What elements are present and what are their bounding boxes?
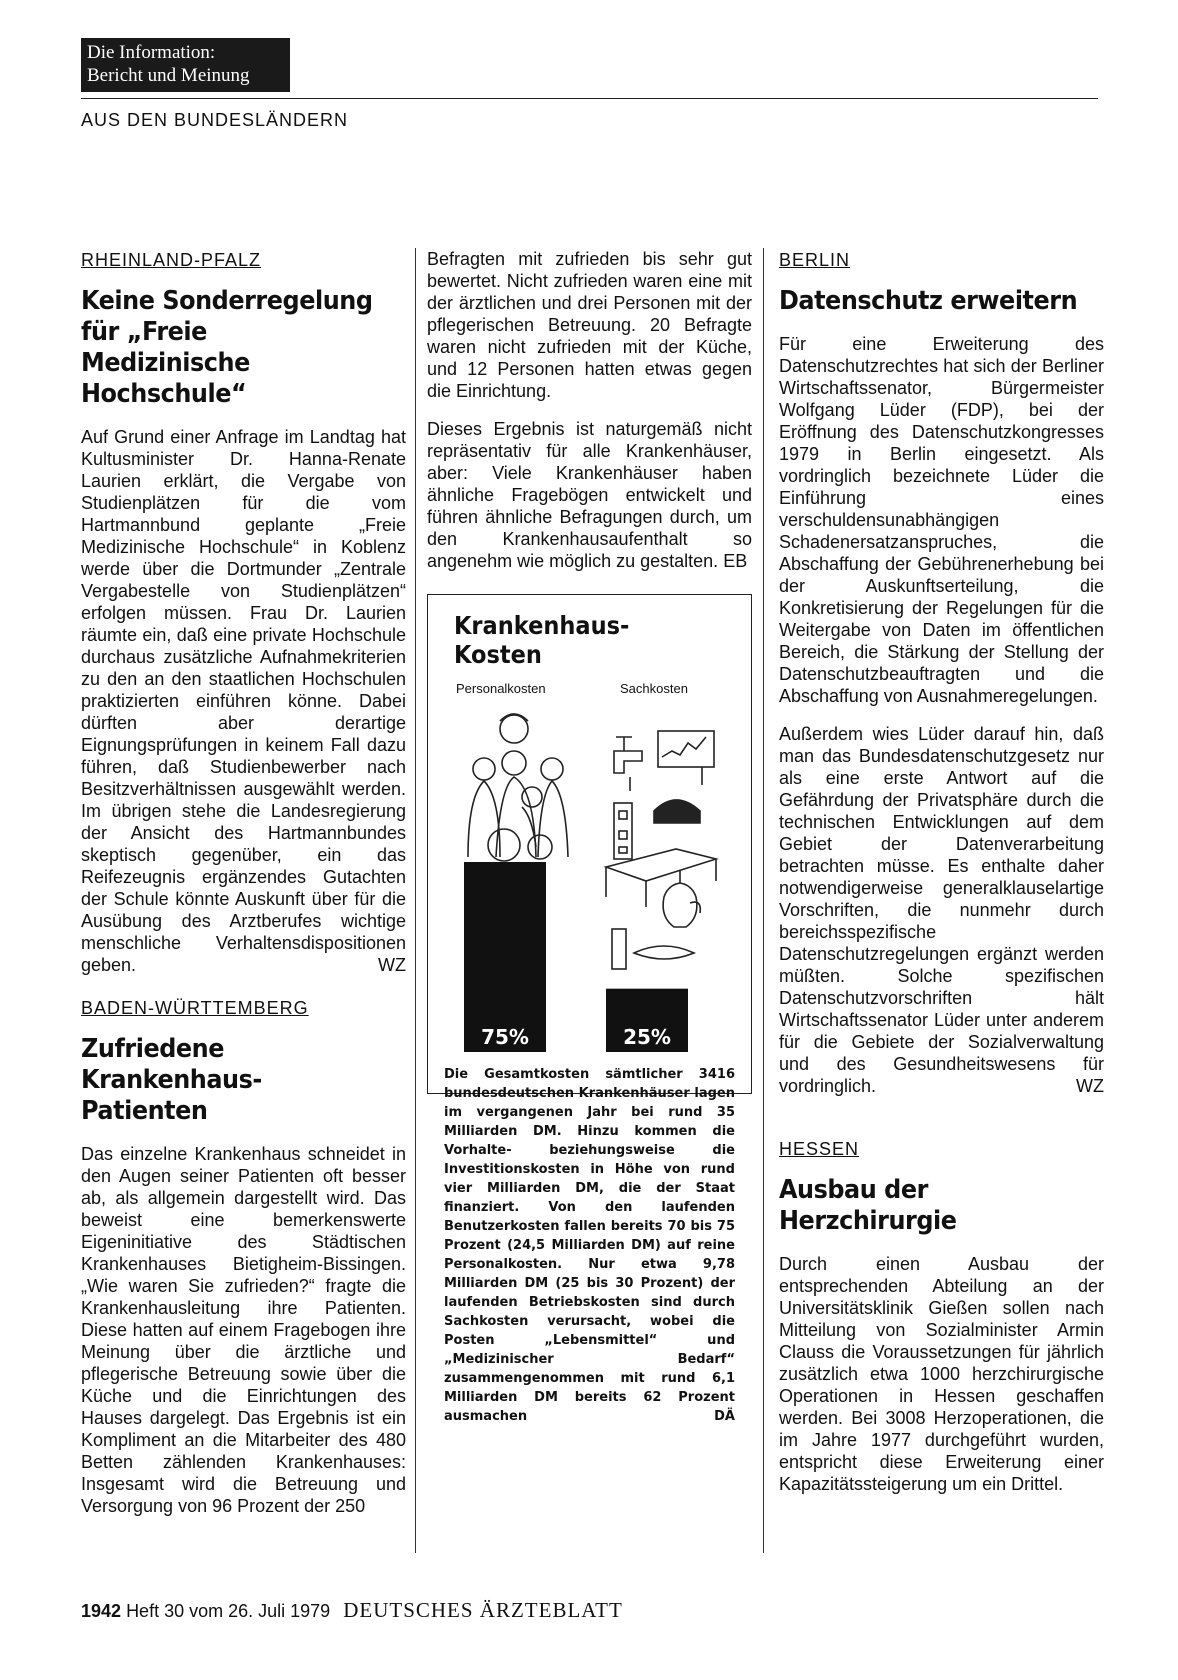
bar-label-sachkosten: 25% [623,1025,671,1049]
section-label-line1: Die Information: [87,42,216,63]
article-patienten-signature: EB [723,551,748,571]
bar-personalkosten [464,862,546,1052]
headline-hochschule: Keine Sonderregelung für „Freie Medizinische Hochschule“ [81,286,373,409]
page-footer [81,1598,623,1623]
region-baden-wuerttemberg: BADEN-WÜRTTEMBERG [81,998,309,1018]
column-rule-2 [763,248,764,1553]
staff-illustration [468,714,568,861]
chart-title: Krankenhaus-Kosten [454,611,630,669]
chart-caption-signature: DÄ [714,1409,735,1424]
section-label-line2: Bericht und Meinung [87,65,250,86]
headline-patienten: Zufriedene Krankenhaus-Patienten [81,1034,262,1126]
region-hessen: HESSEN [779,1139,860,1159]
section-label [81,38,290,92]
headline-datenschutz: Datenschutz erweitern [779,286,1078,316]
column-3 [779,248,1104,1511]
material-illustration [606,731,716,969]
page-kicker: AUS DEN BUNDESLÄNDERN [81,110,349,130]
article-hochschule-text: Auf Grund einer Anfrage im Landtag hat Kultusminister Dr. Hanna-Renate Laurien erklärt, die Vergabe von Studienplätzen für die vom Hartmannbund geplante „Freie Medizinische Hochschule“ in Koblenz werde über die Dortmunder „Zentrale Vergabestelle von Studienplätzen“ erfolgen müssen. Frau Dr. Laurien räumte ein, daß eine private Hochschule durchaus zusätzliche Aufnahmekriterien zu den an den staatlichen Hochschulen praktizierten einführen könne. Dabei dürften aber derartige Eignungsprüfungen in keinem Fall dazu führen, daß Studienbewerber nach Besitzverhältnissen ausgewählt werden. Im übrigen stehe die Landesregierung der Ansicht des Hartmannbundes skeptisch gegenüber, ein das Reifezeugnis ergänzendes Gutachten der Schule könnte Auskunft über für die Ausübung des Arztberufes wichtige menschliche Verhaltensdispositionen geben. [81,427,406,975]
article-patienten-body-2: Befragten mit zufrieden bis sehr gut bewertet. Nicht zufrieden waren eine mit der ärztlichen und drei Personen mit der pflegerischen Betreuung. 20 Befragte waren nicht zufrieden mit der Küche, und 12 Personen hatten etwas gegen die Einrichtung. [427,249,752,401]
chart-caption [444,1065,735,1426]
article-patienten-body-1: Das einzelne Krankenhaus schneidet in den Augen seiner Patienten oft besser ab, als allgemein dargestellt wird. Das beweist eine bemerkenswerte Eigeninitiative des Städtischen Krankenhauses Bietigheim-Bissingen. „Wie waren Sie zufrieden?“ fragte die Krankenhausleitung ihre Patienten. Diese hatten auf einem Fragebogen ihre Meinung über die ärztliche und pflegerische Betreuung sowie über die Küche und die Einrichtungen des Hauses dargelegt. Das Ergebnis ist ein Kompliment an die Mitarbeiter des 480 Betten zählenden Krankenhauses: Insgesamt wird die Betreuung und Versorgung von 96 Prozent der 250 [81,1144,406,1516]
article-datenschutz-text-2: Außerdem wies Lüder darauf hin, daß man das Bundesdatenschutzgesetz nur als eine erste Antwort auf die Gefährdung der Privatsphäre durch die technischen Entwicklungen auf dem Gebiet der Datenverarbeitung betrachten müsse. Es enthalte daher notwendigerweise generalklauselartige Vorschriften, die nunmehr durch bereichsspezifische Datenschutzregelungen ergänzt werden müßten. Solche spezifischen Datenschutzvorschriften hält Wirtschaftssenator Lüder unter anderem für die Gebiete der Sozialverwaltung und des Gesundheitswesens für vordringlich. [779,724,1104,1096]
chart-plot [444,707,734,1057]
bar-label-personalkosten: 75% [481,1025,529,1049]
bars-layer [464,862,688,1052]
article-herzchirurgie-body: Durch einen Ausbau der entsprechenden Abteilung an der Universitätsklinik Gießen sollen nach Mitteilung von Sozialminister Armin Clauss die Voraussetzungen für jährlich zusätzlich etwa 1000 herzchirurgische Operationen in Hessen geschaffen werden. Bei 3008 Herzoperationen, die im Jahre 1977 durchgeführt wurden, entspricht diese Erweiterung einer Kapazitätssteigerung um ein Drittel. [779,1254,1104,1494]
column-1 [81,248,406,1533]
region-berlin: BERLIN [779,250,851,270]
chart-category-sach: Sachkosten [620,681,688,696]
chart-category-labels [444,681,735,701]
article-datenschutz-signature: WZ [1076,1076,1104,1096]
journal-name: DEUTSCHES ÄRZTEBLATT [343,1598,623,1622]
page-number: 1942 [81,1601,122,1621]
cost-chart [427,594,752,1424]
issue-info: Heft 30 vom 26. Juli 1979 [126,1601,331,1621]
article-patienten-text-3: Dieses Ergebnis ist naturgemäß nicht repräsentativ für alle Krankenhäuser, aber: Viele Krankenhäuser haben ähnliche Fragebögen entwickelt und führen ähnliche Befragungen durch, um den Krankenhausaufenthalt so angenehm wie möglich zu gestalten. [427,419,752,571]
article-datenschutz-body-1: Für eine Erweiterung des Datenschutzrechtes hat sich der Berliner Wirtschaftssenator, Bürgermeister Wolfgang Lüder (FDP), bei der Eröffnung des Datenschutzkongresses 1979 in Berlin eingesetzt. Als vordringlich bezeichnete Lüder die Einführung eines verschuldensunabhängigen Schadenersatzanspruches, die Abschaffung der Gebührenerhebung bei der Auskunftserteilung, die Konkretisierung der Regelungen für die Weitergabe von Daten im öffentlichen Bereich, die Stärkung der Stellung der Datenschutzbeauftragten und die Abschaffung von Ausnahmeregelungen. [779,334,1104,706]
column-2 [427,248,752,1426]
headline-herzchirurgie: Ausbau der Herzchirurgie [779,1175,957,1236]
article-datenschutz-body-2 [779,723,1104,1097]
region-rheinland-pfalz: RHEINLAND-PFALZ [81,250,262,270]
article-hochschule-body [81,426,406,976]
header-rule [81,98,1098,99]
chart-category-personal: Personalkosten [456,681,546,696]
article-patienten-body-3 [427,418,752,572]
article-hochschule-signature: WZ [378,955,406,975]
column-rule-1 [415,248,416,1553]
chart-caption-text: Die Gesamtkosten sämtlicher 3416 bundesdeutschen Krankenhäuser lagen im vergangenen Jahr bei rund 35 Milliarden DM. Hinzu kommen die Vorhalte- beziehungsweise die Investitionskosten in Höhe von rund vier Milliarden DM, die der Staat finanziert. Von den laufenden Benutzerkosten fallen bereits 70 bis 75 Prozent (24,5 Milliarden DM) auf reine Personalkosten. Nur etwa 9,78 Milliarden DM (25 bis 30 Prozent) der laufenden Betriebskosten sind durch Sachkosten verursacht, wobei die Posten „Lebensmittel“ und „Medizinischer Bedarf“ zusammengenommen mit rund 6,1 Milliarden DM bereits 62 Prozent ausmachen [444,1067,735,1424]
